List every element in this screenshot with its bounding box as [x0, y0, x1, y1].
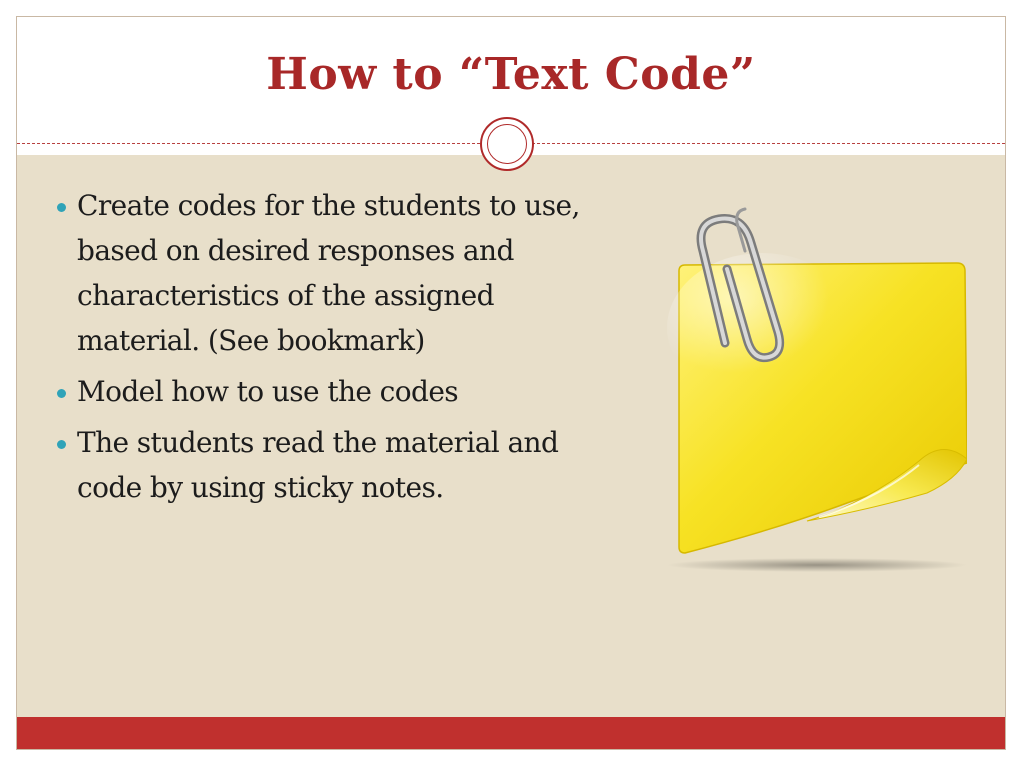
slide-title: How to “Text Code”	[266, 49, 756, 100]
bullet-text: Model how to use the codes	[77, 375, 459, 408]
footer-bar	[17, 717, 1005, 750]
bullet-item	[57, 420, 617, 510]
slide	[16, 16, 1006, 750]
sticky-note-paperclip-icon	[657, 203, 967, 573]
bullet-list	[57, 183, 617, 516]
bullet-icon	[57, 389, 66, 398]
bullet-text: Create codes for the students to use, based on desired responses and characteristics of the assigned material. (See bookmark)	[77, 189, 580, 357]
bullet-item	[57, 183, 617, 363]
bullet-item	[57, 369, 617, 414]
bullet-icon	[57, 440, 66, 449]
bullet-icon	[57, 203, 66, 212]
divider-ring-icon	[480, 117, 534, 171]
bullet-text: The students read the material and code by using sticky notes.	[77, 426, 559, 504]
